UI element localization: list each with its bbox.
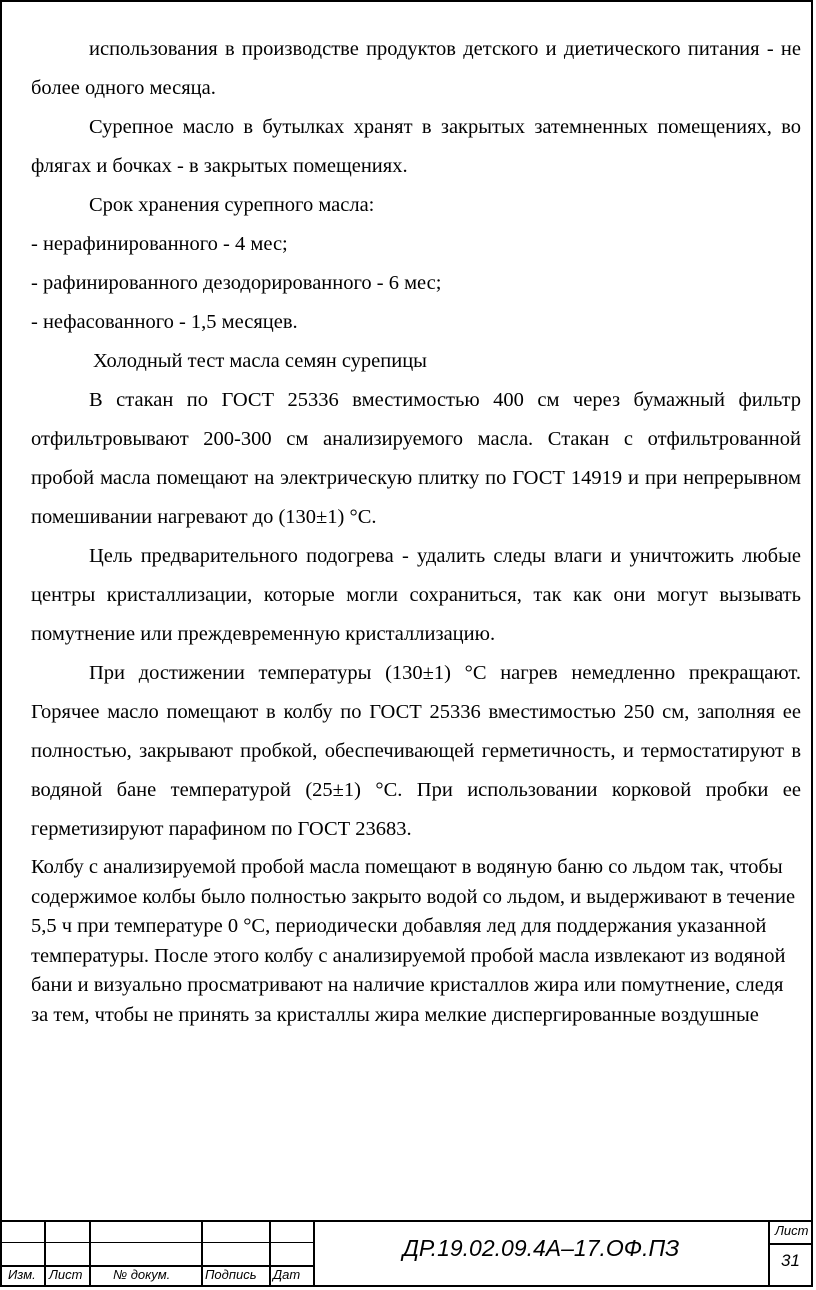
paragraph-3: Срок хранения сурепного масла: bbox=[89, 194, 375, 216]
column-divider bbox=[269, 1220, 271, 1287]
column-divider bbox=[44, 1220, 46, 1287]
document-body bbox=[31, 30, 801, 1030]
list-item-2: - рафинированного дезодорированного - 6 мес; bbox=[31, 272, 442, 294]
paragraph-2: Сурепное масло в бутылках хранят в закрытых затемненных помещениях, во флягах и бочках - в закрытых помещениях. bbox=[31, 116, 801, 177]
label-doc-no: № докум. bbox=[113, 1267, 171, 1282]
title-block bbox=[0, 1220, 813, 1287]
paragraph-4: В стакан по ГОСТ 25336 вместимостью 400 см через бумажный фильтр отфильтровывают 200-300 см анализируемого масла. Стакан с отфильтрованной пробой масла помещают на электрическую плитку по ГОСТ 14919 и при непрерывном помешивании нагревают до (130±1) °С. bbox=[31, 389, 801, 528]
paragraph-1: использования в производстве продуктов детского и диетического питания - не более одного месяца. bbox=[31, 38, 801, 99]
list-item-1: - нерафинированного - 4 мес; bbox=[31, 233, 288, 255]
sheet-cell-divider bbox=[768, 1243, 813, 1245]
label-izm: Изм. bbox=[8, 1267, 36, 1282]
sheet-number: 31 bbox=[781, 1251, 800, 1270]
paragraph-5: Цель предварительного подогрева - удалить следы влаги и уничтожить любые центры кристаллизации, которые могли сохраниться, так как они могут вызывать помутнение или преждевременную кристаллизацию. bbox=[31, 545, 801, 645]
title-block-top-border bbox=[0, 1220, 813, 1222]
column-divider bbox=[89, 1220, 91, 1287]
document-code: ДР.19.02.09.4А–17.ОФ.ПЗ bbox=[402, 1235, 680, 1261]
label-signature: Подпись bbox=[205, 1267, 257, 1282]
column-divider bbox=[313, 1220, 315, 1287]
list-item-3: - нефасованного - 1,5 месяцев. bbox=[31, 311, 298, 333]
label-list: Лист bbox=[49, 1267, 83, 1282]
section-heading: Холодный тест масла семян сурепицы bbox=[93, 350, 427, 372]
title-block-row-line bbox=[0, 1242, 314, 1243]
paragraph-7: Колбу с анализируемой пробой масла помещают в водяную баню со льдом так, чтобы содержимое колбы было полностью закрыто водой со льдом, и выдерживают в течение 5,5 ч при температуре 0 °С, периодически добавляя лед для поддержания указанной температуры. После этого колбу с анализируемой пробой масла извлекают из водяной бани и визуально просматривают на наличие кристаллов жира или помутнение, следя за тем, чтобы не принять за кристаллы жира мелкие диспергированные воздушные bbox=[31, 856, 796, 1026]
column-divider bbox=[201, 1220, 203, 1287]
sheet-label: Лист bbox=[775, 1223, 809, 1238]
paragraph-6: При достижении температуры (130±1) °С нагрев немедленно прекращают. Горячее масло помещают в колбу по ГОСТ 25336 вместимостью 250 см, заполняя ее полностью, закрывают пробкой, обеспечивающей герметичность, и термостатируют в водяной бане температурой (25±1) °С. При использовании корковой пробки ее герметизируют парафином по ГОСТ 23683. bbox=[31, 662, 801, 840]
label-date: Дат bbox=[273, 1267, 301, 1282]
